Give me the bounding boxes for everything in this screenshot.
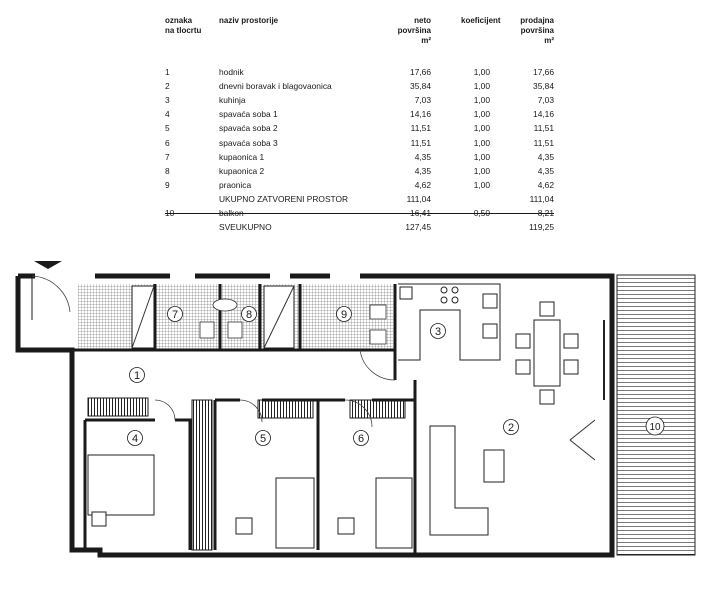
table-cell-prodajna: 11,51 [533,137,554,148]
table-cell-koef: 1,00 [473,95,490,106]
table-cell-name: UKUPNO ZATVORENI PROSTOR [219,193,349,204]
table-cell-neto: 11,51 [410,137,431,148]
table-cell-name: kupaonica 2 [219,165,265,176]
table-cell-id: 6 [165,137,170,148]
room-label-3: 3 [434,326,442,338]
table-cell-name: spavaća soba 3 [219,137,278,148]
table-cell-koef: 1,00 [473,123,490,134]
table-cell-neto: 17,66 [410,67,431,77]
balcony [617,275,695,555]
table-cell-neto: 4,35 [414,165,431,176]
table-cell-id: 3 [165,95,170,106]
room-label-9: 9 [340,309,348,321]
table-cell-name: spavaća soba 1 [219,109,278,120]
table-cell-id: 5 [165,123,170,134]
table-cell-name: SVEUKUPNO [219,222,272,233]
table-cell-name: kupaonica 1 [219,151,265,162]
table-cell-id: 4 [165,109,170,120]
table-cell-id: 1 [165,67,170,77]
header-prodajna: prodajna površina m² [520,16,554,45]
table-cell-id: 10 [165,208,175,218]
room-label-5: 5 [259,433,267,445]
header-naziv: naziv prostorije [219,16,279,25]
table-cell-koef: 1,00 [473,151,490,162]
dining-table [516,302,578,404]
room-label-8: 8 [245,309,253,321]
table-cell-name: spavaća soba 2 [219,123,278,134]
table-cell-koef: 1,00 [473,179,490,190]
table-cell-neto: 7,03 [414,95,431,106]
table-cell-prodajna: 35,84 [533,81,554,92]
table-cell-neto: 14,16 [410,109,431,120]
table-cell-neto: 4,62 [414,179,431,190]
room-label-7: 7 [171,309,179,321]
table-cell-neto: 11,51 [410,123,431,134]
table-cell-prodajna: 111,04 [529,193,554,204]
table-cell-name: praonica [219,179,252,190]
table-cell-prodajna: 7,03 [537,95,554,106]
table-cell-prodajna: 14,16 [533,109,554,120]
table-cell-prodajna: 8,21 [537,208,554,218]
table-cell-neto: 35,84 [410,81,431,92]
room-label-6: 6 [357,433,365,445]
table-cell-koef: 0,50 [473,208,490,218]
table-cell-prodajna: 4,35 [537,165,554,176]
table-cell-neto: 127,45 [405,222,431,233]
beds [88,455,412,548]
kitchen [398,284,500,360]
table-cell-koef: 1,00 [473,165,490,176]
table-cell-name: dnevni boravak i blagovaonica [219,81,332,92]
header-neto: neto površina m² [397,16,431,45]
room-label-1: 1 [133,370,141,382]
table-cell-neto: 111,04 [406,193,431,204]
header-oznaka: oznaka na tlocrtu [165,16,202,35]
table-cell-neto: 4,35 [414,151,431,162]
table-cell-prodajna: 4,62 [537,179,554,190]
table-cell-id: 8 [165,165,170,176]
table-cell-koef: 1,00 [473,67,490,77]
table-cell-prodajna: 17,66 [533,67,554,77]
table-cell-name: kuhinja [219,95,246,106]
table-cell-koef: 1,00 [473,137,490,148]
table-cell-id: 7 [165,151,170,162]
sofa [430,420,595,535]
table-cell-neto: 16,41 [410,208,431,218]
table-cell-name: hodnik [219,67,244,77]
entrance-icon [34,261,62,269]
room-label-2: 2 [507,422,515,434]
table-cell-id: 2 [165,81,170,92]
table-cell-id: 9 [165,179,170,190]
table-cell-prodajna: 4,35 [537,151,554,162]
table-cell-koef: 1,00 [473,109,490,120]
table-cell-prodajna: 11,51 [533,123,554,134]
floor-plan [0,250,716,595]
room-label-10: 10 [649,422,661,433]
room-label-4: 4 [131,433,139,445]
header-koeficijent: koeficijent [461,16,501,25]
table-cell-prodajna: 119,25 [529,222,554,233]
table-cell-koef: 1,00 [473,81,490,92]
table-cell-name: balkon [219,208,244,218]
